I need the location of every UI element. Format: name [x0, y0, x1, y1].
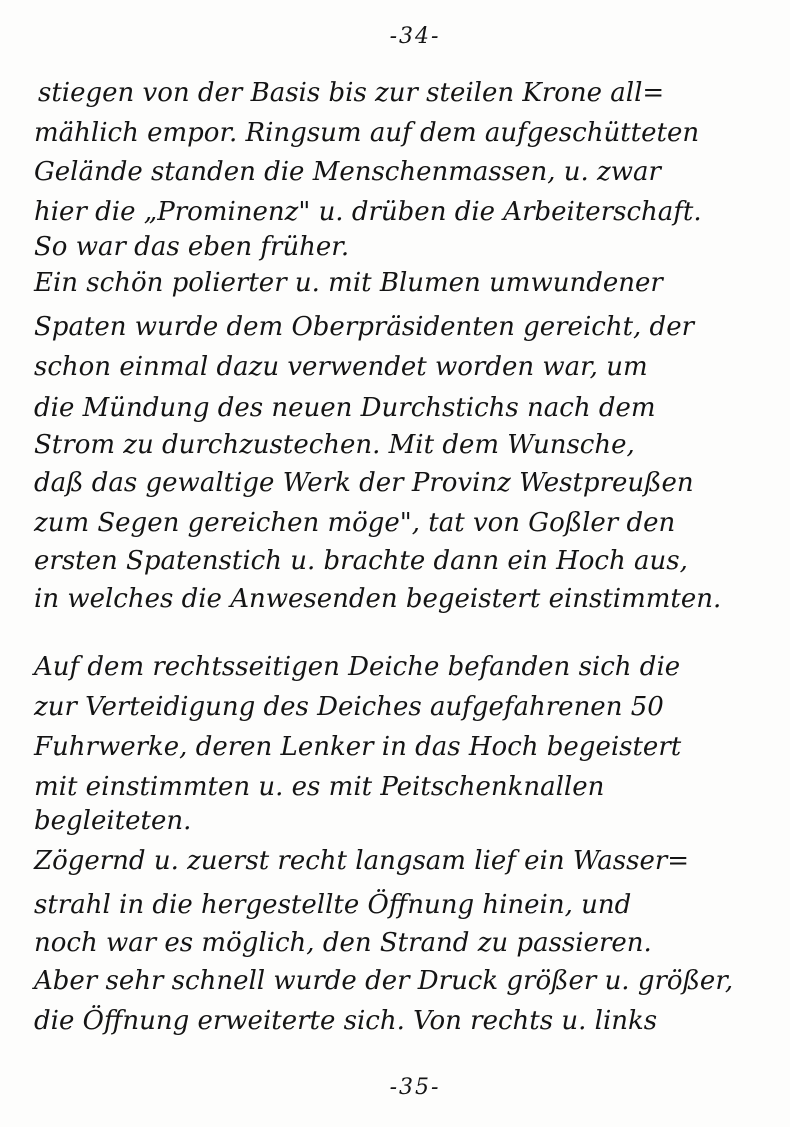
page-number-bottom: -35- [389, 1075, 441, 1100]
text-line: Strom zu durchzustechen. Mit dem Wunsche, [34, 430, 635, 460]
text-line: zur Verteidigung des Deiches aufgefahrenen 50 [34, 692, 664, 722]
text-line: noch war es möglich, den Strand zu passieren. [34, 928, 652, 958]
text-line: Zögernd u. zuerst recht langsam lief ein Wasser= [34, 846, 690, 876]
text-line: Aber sehr schnell wurde der Druck größer u. größer, [34, 966, 734, 996]
text-line: So war das eben früher. [34, 232, 350, 262]
text-line: Ein schön polierter u. mit Blumen umwundener [34, 268, 663, 298]
text-line: in welches die Anwesenden begeistert einstimmten. [34, 584, 722, 614]
text-line: begleiteten. [34, 806, 192, 836]
text-line: Fuhrwerke, deren Lenker in das Hoch begeistert [34, 732, 682, 762]
text-line: ersten Spatenstich u. brachte dann ein Hoch aus, [34, 546, 688, 576]
text-line: mählich empor. Ringsum auf dem aufgeschütteten [34, 118, 700, 148]
page-number-top: -34- [389, 24, 441, 49]
text-line: stiegen von der Basis bis zur steilen Krone all= [38, 78, 665, 108]
text-line: Auf dem rechtsseitigen Deiche befanden sich die [34, 652, 681, 682]
text-line: die Öffnung erweiterte sich. Von rechts u. links [34, 1006, 658, 1036]
text-line: mit einstimmten u. es mit Peitschenknallen [34, 772, 605, 802]
text-line: Gelände standen die Menschenmassen, u. zwar [34, 157, 661, 187]
text-line: hier die „Prominenz" u. drüben die Arbeiterschaft. [34, 197, 702, 227]
text-line: die Mündung des neuen Durchstichs nach dem [34, 393, 656, 423]
text-line: Spaten wurde dem Oberpräsidenten gereicht, der [34, 312, 695, 342]
text-line: zum Segen gereichen möge", tat von Goßler den [34, 508, 676, 538]
text-line: daß das gewaltige Werk der Provinz Westpreußen [34, 468, 694, 498]
text-line: strahl in die hergestellte Öffnung hinein, und [34, 890, 632, 920]
text-line: schon einmal dazu verwendet worden war, um [34, 352, 648, 382]
